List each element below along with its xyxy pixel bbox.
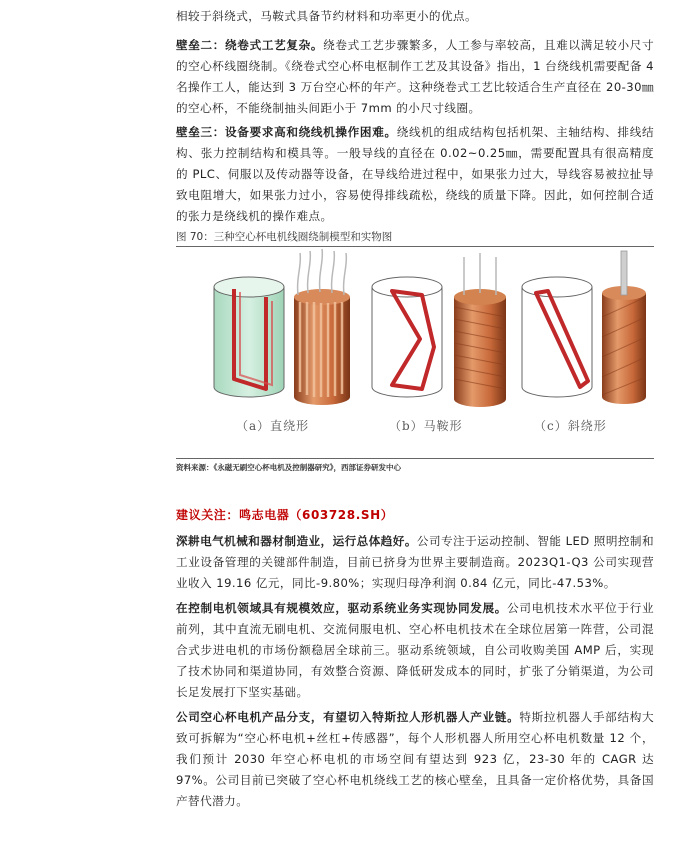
skew-winding-model	[522, 277, 592, 397]
paragraph-text: 绕卷式工艺步骤繁多，人工参与率较高，且难以满足较小尺寸的空心杯线圈绕制。《绕卷式空心杯电枢制作工艺及其设备》指出，1 台绕线机需要配备 4 名操作工人，能达到 3 万台空心杯的年产。这种绕卷式工艺比较适合生产直径在 20-30㎜ 的空心杯，不能绕制抽头间距小于 7mm 的小尺寸线圈。	[176, 38, 655, 115]
skew-winding-photo	[602, 251, 646, 404]
figure-label-b: （b）马鞍形	[389, 419, 463, 433]
coil-figure	[176, 247, 654, 452]
figure-label-a: （a）直绕形	[236, 419, 310, 433]
paragraph-lead: 壁垒三：设备要求高和绕线机操作困难。	[176, 125, 397, 139]
straight-winding-photo	[294, 249, 350, 405]
figure-source: 资料来源：《永磁无刷空心杯电机及控制器研究》，西部证券研发中心	[176, 463, 401, 472]
saddle-winding-photo	[454, 253, 506, 407]
intro-paragraph	[176, 6, 654, 27]
paragraph-text: 公司电机技术水平位于行业前列，其中直流无刷电机、交流伺服电机、空心杯电机技术在全球位居第一阵营，公司混合式步进电机的市场份额稳居全球前三。驱动系统领域，自公司收购美国 AMP 后，实现了技术协同和渠道协同，有效整合资源、降低研发成本的同时，扩张了分销渠道，为公司长足发展打下坚实基础。	[176, 601, 655, 699]
paragraph-text: 特斯拉机器人手部结构大致可拆解为“空心杯电机+丝杠+传感器”，每个人形机器人所用空心杯电机数量 12 个，我们预计 2030 年空心杯电机的市场空间有望达到 923 亿，23-30 年的 CAGR 达 97%。公司目前已突破了空心杯电机绕线工艺的核心壁垒，且具备一定价格优势，具备国产替代潜力。	[176, 710, 655, 808]
paragraph-text: 绕线机的组成结构包括机架、主轴结构、排线结构、张力控制结构和模具等。一般导线的直径在 0.02~0.25㎜，需要配置具有很高精度的 PLC、伺服以及传动器等设备，在导线给进过程中，如果张力过大，导线容易被拉扯导致电阻增大，如果张力过小，容易使得排线疏松，绕线的质量下降。因此，如何控制合适的张力是绕线机的操作难点。	[176, 125, 654, 223]
barrier-three-paragraph	[176, 122, 654, 227]
paragraph-lead: 在控制电机领域具有规模效应，驱动系统业务实现协同发展。	[176, 601, 508, 615]
paragraph-lead: 深耕电气机械和器材制造业，运行总体趋好。	[176, 534, 417, 548]
company-paragraph-2	[176, 598, 654, 703]
paragraph-text: 相较于斜绕式，马鞍式具备节约材料和功率更小的优点。	[176, 9, 478, 23]
paragraph-text: 公司专注于运动控制、智能 LED 照明控制和工业设备管理的关键部件制造，目前已挤身为世界主要制造商。2023Q1-Q3 公司实现营业收入 19.16 亿元，同比-9.80%；实现归母净利润 0.84 亿元，同比-47.53%。	[176, 534, 654, 590]
saddle-winding-model	[372, 277, 442, 397]
paragraph-lead: 公司空心杯电机产品分支，有望切入特斯拉人形机器人产业链。	[176, 710, 520, 724]
paragraph-lead: 壁垒二：绕卷式工艺复杂。	[176, 38, 324, 52]
recommendation-heading: 建议关注：鸣志电器（603728.SH）	[176, 508, 394, 522]
figure-bottom-rule	[176, 458, 654, 459]
company-paragraph-1	[176, 531, 654, 594]
company-paragraph-3	[176, 707, 654, 812]
figure-label-c: （c）斜绕形	[534, 419, 607, 433]
figure-caption: 图 70：三种空心杯电机线圈绕制模型和实物图	[176, 231, 393, 243]
straight-winding-model	[214, 277, 284, 397]
barrier-two-paragraph	[176, 35, 654, 119]
